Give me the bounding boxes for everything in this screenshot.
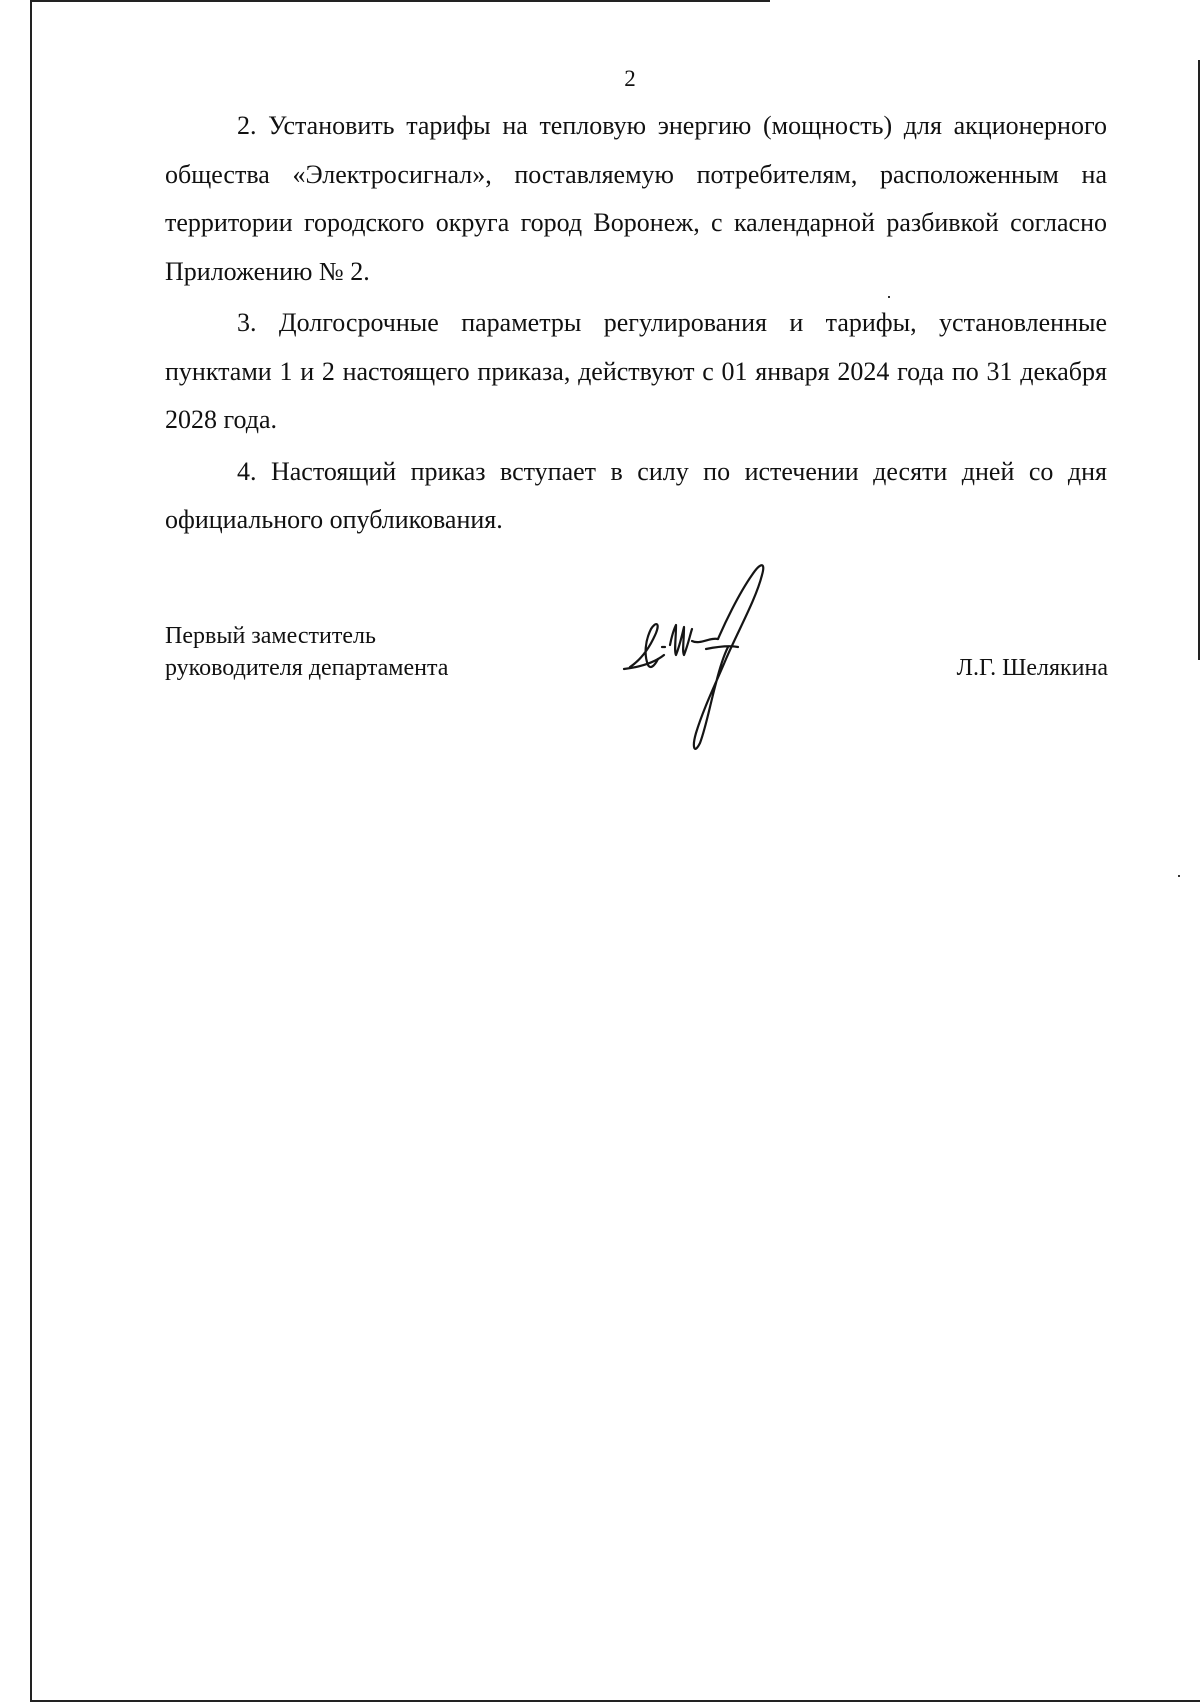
paragraph-3: 3. Долгосрочные параметры регулирования и тарифы, установленные пунктами 1 и 2 настоящего приказа, действуют с 01 января 2024 года по 31 декабря 2028 года.: [165, 308, 1107, 434]
scan-speck: [1178, 875, 1180, 877]
page-number: 2: [624, 66, 636, 91]
signatory-position: [165, 620, 448, 684]
signatory-position-line2: руководителя департамента: [165, 655, 449, 681]
handwritten-signature: [620, 555, 820, 765]
scan-edge-left: [30, 0, 32, 1702]
document-body: [165, 102, 1107, 548]
paragraph-2: 2. Установить тарифы на тепловую энергию (мощность) для акционерного общества «Электросигнал», поставляемую потребителям, расположенным на территории городского округа город Воронеж, с календарной разбивкой согласно Приложению № 2.: [165, 111, 1107, 286]
signatory-position-line1: Первый заместитель: [165, 623, 376, 649]
paragraph-4: 4. Настоящий приказ вступает в силу по истечении десяти дней со дня официального опубликования.: [165, 456, 1107, 534]
signatory-name: Л.Г. Шелякина: [956, 655, 1108, 681]
scan-edge-top: [30, 0, 770, 2]
